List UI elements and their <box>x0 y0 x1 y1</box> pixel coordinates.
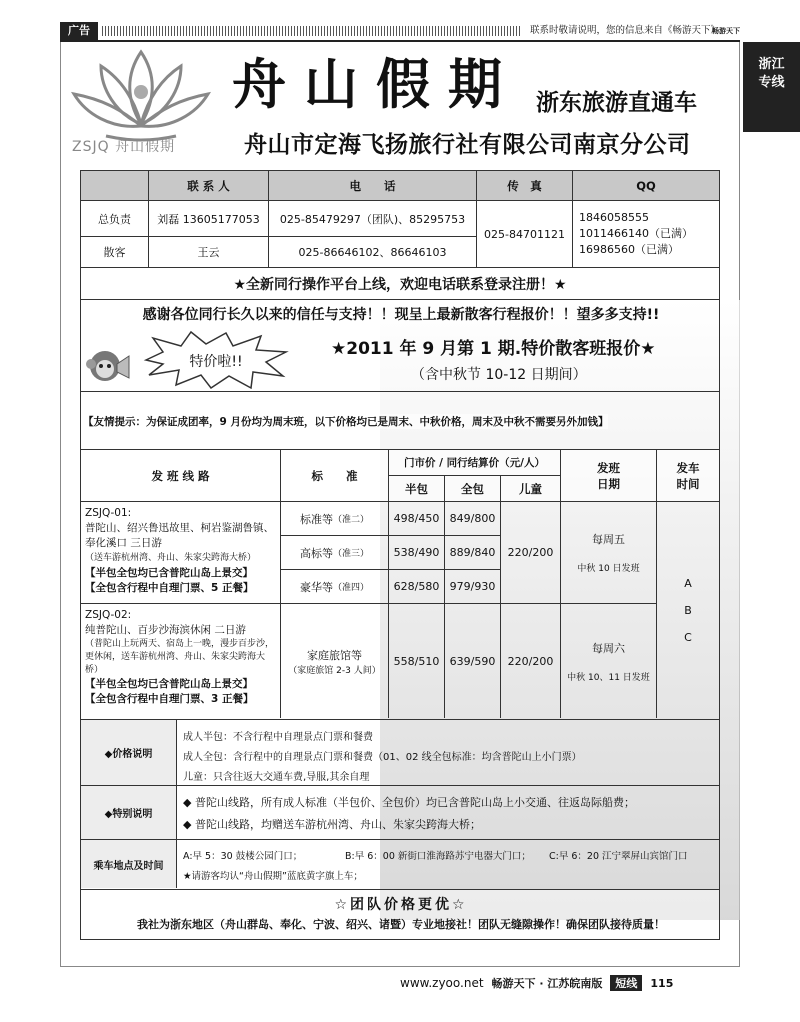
special-note-line: ◆ 普陀山线路，均赠送车游杭州湾、舟山、朱家尖跨海大桥； <box>183 818 481 831</box>
contact-qq-list <box>573 201 719 267</box>
logo-text: ZSJQ 舟山假期 <box>72 139 176 155</box>
route1-std: 高标等 <box>299 546 333 560</box>
contact-fax: 025-84701121 <box>477 201 573 267</box>
contact-header-blank <box>81 171 149 201</box>
route1-level: （准三） <box>332 549 369 559</box>
route1-inc2: 【全包含行程中自理门票、5 正餐】 <box>85 582 254 594</box>
route2-code: ZSJQ-02: <box>85 609 132 621</box>
contact-phone: 025-85479297（团队)、85295753 <box>269 201 477 237</box>
side-tab-line2: 专线 <box>758 75 785 90</box>
contact-header-qq: QQ <box>573 171 719 201</box>
route1-half: 498/450 <box>389 502 445 536</box>
route1-note: （送车游杭州湾、舟山、朱家尖跨海大桥） <box>85 553 257 563</box>
child-header: 儿童 <box>501 476 561 502</box>
monkey-megaphone-icon <box>85 342 131 388</box>
company-name: 舟山市定海飞扬旅行社有限公司南京分公司 <box>244 132 691 158</box>
route1-level: （准二） <box>332 515 369 525</box>
qq-number: 1011466140（已满） <box>579 227 693 240</box>
special-note-label: ◆特别说明 <box>81 786 177 840</box>
route1-full: 849/800 <box>445 502 501 536</box>
contact-table <box>80 170 720 268</box>
qq-number: 16986560（已满） <box>579 243 679 256</box>
route1-std-row <box>281 536 389 570</box>
notes-table <box>80 720 720 890</box>
platform-banner: ★全新同行操作平台上线，欢迎电话联系登录注册！★ <box>80 268 720 300</box>
route1-desc <box>81 502 281 604</box>
route1-inc1: 【半包全包均已含普陀山岛上景交】 <box>85 567 253 579</box>
route2-note: （普陀山上玩两天、宿岛上一晚，漫步百步沙，更休闲，送车游杭州湾、舟山、朱家尖跨海大桥） <box>85 639 275 675</box>
qq-number: 1846058555 <box>579 211 649 224</box>
route-price-table <box>80 450 720 720</box>
ad-label: 广告 <box>60 22 98 40</box>
top-note: 联系时敬请说明，您的信息来自《畅游天下》 <box>530 25 721 36</box>
brand-title: 舟山假期 <box>232 52 520 116</box>
price-note-line: 成人全包：含行程中的自理景点门票和餐费（01、02 线全包标准：均含普陀山上小门票） <box>183 752 582 763</box>
price-note-line: 成人半包：不含行程中自理景点门票和餐费 <box>183 732 373 743</box>
route1-date-note: 中秋 10 日发班 <box>577 564 640 574</box>
route1-half: 538/490 <box>389 536 445 570</box>
route1-std: 标准等 <box>299 512 333 526</box>
route1-level: （准四） <box>332 583 369 593</box>
price-note-label: ◆价格说明 <box>81 720 177 786</box>
route1-child: 220/200 <box>501 502 561 604</box>
price-header: 门市价 / 同行结算价（元/人） <box>389 450 561 476</box>
side-tab <box>743 42 800 132</box>
route1-date-cell <box>561 502 657 604</box>
sale-title: ★2011 年 9 月第 1 期.特价散客班报价★ <box>331 339 656 359</box>
route1-date: 每周五 <box>592 533 625 546</box>
route1-std-row <box>281 502 389 536</box>
contact-person: 王云 <box>149 237 269 267</box>
promo-section <box>80 300 720 392</box>
route2-std-cell <box>281 604 389 718</box>
page-number: 115 <box>650 976 674 990</box>
depart-header: 发车 时间 <box>657 450 719 502</box>
pickup-note: ★请游客均认“舟山假期”蓝底黄字旗上车； <box>183 871 363 882</box>
contact-header-phone: 电 话 <box>269 171 477 201</box>
contact-role: 散客 <box>81 237 149 267</box>
team-section <box>80 890 720 940</box>
route2-level: （家庭旅馆 2-3 人间） <box>288 665 381 676</box>
route-header: 发 班 线 路 <box>81 450 281 502</box>
contact-header-person: 联 系 人 <box>149 171 269 201</box>
footer <box>400 974 673 992</box>
side-tab-line1: 浙江 <box>758 57 785 72</box>
footer-url[interactable]: www.zyoo.net <box>400 976 484 990</box>
depart-a: A <box>684 576 692 590</box>
team-title: ☆团队价格更优☆ <box>334 897 468 913</box>
tips-text: 【友情提示：为保证成团率，9 月份均为周末班，以下价格均已是周末、中秋价格，周末及中秋不需要另外加钱】 <box>83 416 609 428</box>
depart-cell <box>657 502 719 718</box>
pickup-label: 乘车地点及时间 <box>81 840 177 888</box>
contact-role: 总负责 <box>81 201 149 237</box>
half-header: 半包 <box>389 476 445 502</box>
price-note-body <box>177 720 719 786</box>
date-header: 发班 日期 <box>561 450 657 502</box>
depart-b: B <box>684 603 692 617</box>
depart-c: C <box>684 630 692 644</box>
route2-full: 639/590 <box>445 604 501 718</box>
brand-subtitle: 浙东旅游直通车 <box>536 90 697 116</box>
footer-publication: 畅游天下 · 江苏皖南版 <box>491 977 603 990</box>
pickup-b: B:早 6：00 新街口淮海路苏宁电器大门口； <box>345 851 531 862</box>
top-stripes <box>102 26 522 36</box>
team-text: 我社为浙东地区（舟山群岛、奉化、宁波、绍兴、诸暨）专业地接社！团队无缝隙操作！确保团队接待质量！ <box>137 918 665 931</box>
route2-half: 558/510 <box>389 604 445 718</box>
price-note-line: 儿童：只含往返大交通车费,导服,其余自理 <box>183 772 370 783</box>
thanks-text: 感谢各位同行长久以来的信任与支持！！现呈上最新散客行程报价！！望多多支持!! <box>142 307 660 323</box>
route2-inc1: 【半包全包均已含普陀山岛上景交】 <box>85 678 253 690</box>
sale-burst-text: 特价啦!! <box>189 354 243 370</box>
route2-date-note: 中秋 10、11 日发班 <box>567 672 650 683</box>
full-header: 全包 <box>445 476 501 502</box>
pickup-a: A:早 5：30 鼓楼公园门口； <box>183 851 303 862</box>
sale-burst <box>141 330 291 390</box>
route1-full: 889/840 <box>445 536 501 570</box>
route2-desc <box>81 604 281 718</box>
route1-code: ZSJQ-01: <box>85 507 132 519</box>
standard-header: 标 准 <box>281 450 389 502</box>
route2-child: 220/200 <box>501 604 561 718</box>
tips-section <box>80 392 720 450</box>
route1-std: 豪华等 <box>299 580 333 594</box>
route2-date: 每周六 <box>592 641 625 655</box>
contact-phone: 025-86646102、86646103 <box>269 237 477 267</box>
route1-full: 979/930 <box>445 570 501 604</box>
route2-std: 家庭旅馆等 <box>307 648 362 662</box>
special-note-line: ◆ 普陀山线路，所有成人标准（半包价、全包价）均已含普陀山岛上小交通、往返岛际船费； <box>183 796 635 809</box>
route2-date-cell <box>561 604 657 718</box>
route2-name: 纯普陀山、百步沙海滨休闲 二日游 <box>85 624 246 636</box>
pickup-body <box>177 840 719 888</box>
route1-half: 628/580 <box>389 570 445 604</box>
contact-header-fax: 传 真 <box>477 171 573 201</box>
pickup-c: C:早 6：20 江宁翠屏山宾馆门口 <box>549 851 688 862</box>
top-bar <box>60 22 740 40</box>
contact-person: 刘磊 13605177053 <box>149 201 269 237</box>
route1-name: 普陀山、绍兴鲁迅故里、柯岩鉴湖鲁镇、奉化溪口 三日游 <box>85 522 274 549</box>
footer-divider <box>60 966 740 967</box>
special-note-body <box>177 786 719 840</box>
sale-subtitle: （含中秋节 10-12 日期间） <box>411 367 587 383</box>
route2-inc2: 【全包含行程中自理门票、3 正餐】 <box>85 693 254 705</box>
footer-tag: 短线 <box>610 975 642 991</box>
route1-std-row <box>281 570 389 604</box>
magazine-mark: 畅游天下 <box>712 27 740 35</box>
